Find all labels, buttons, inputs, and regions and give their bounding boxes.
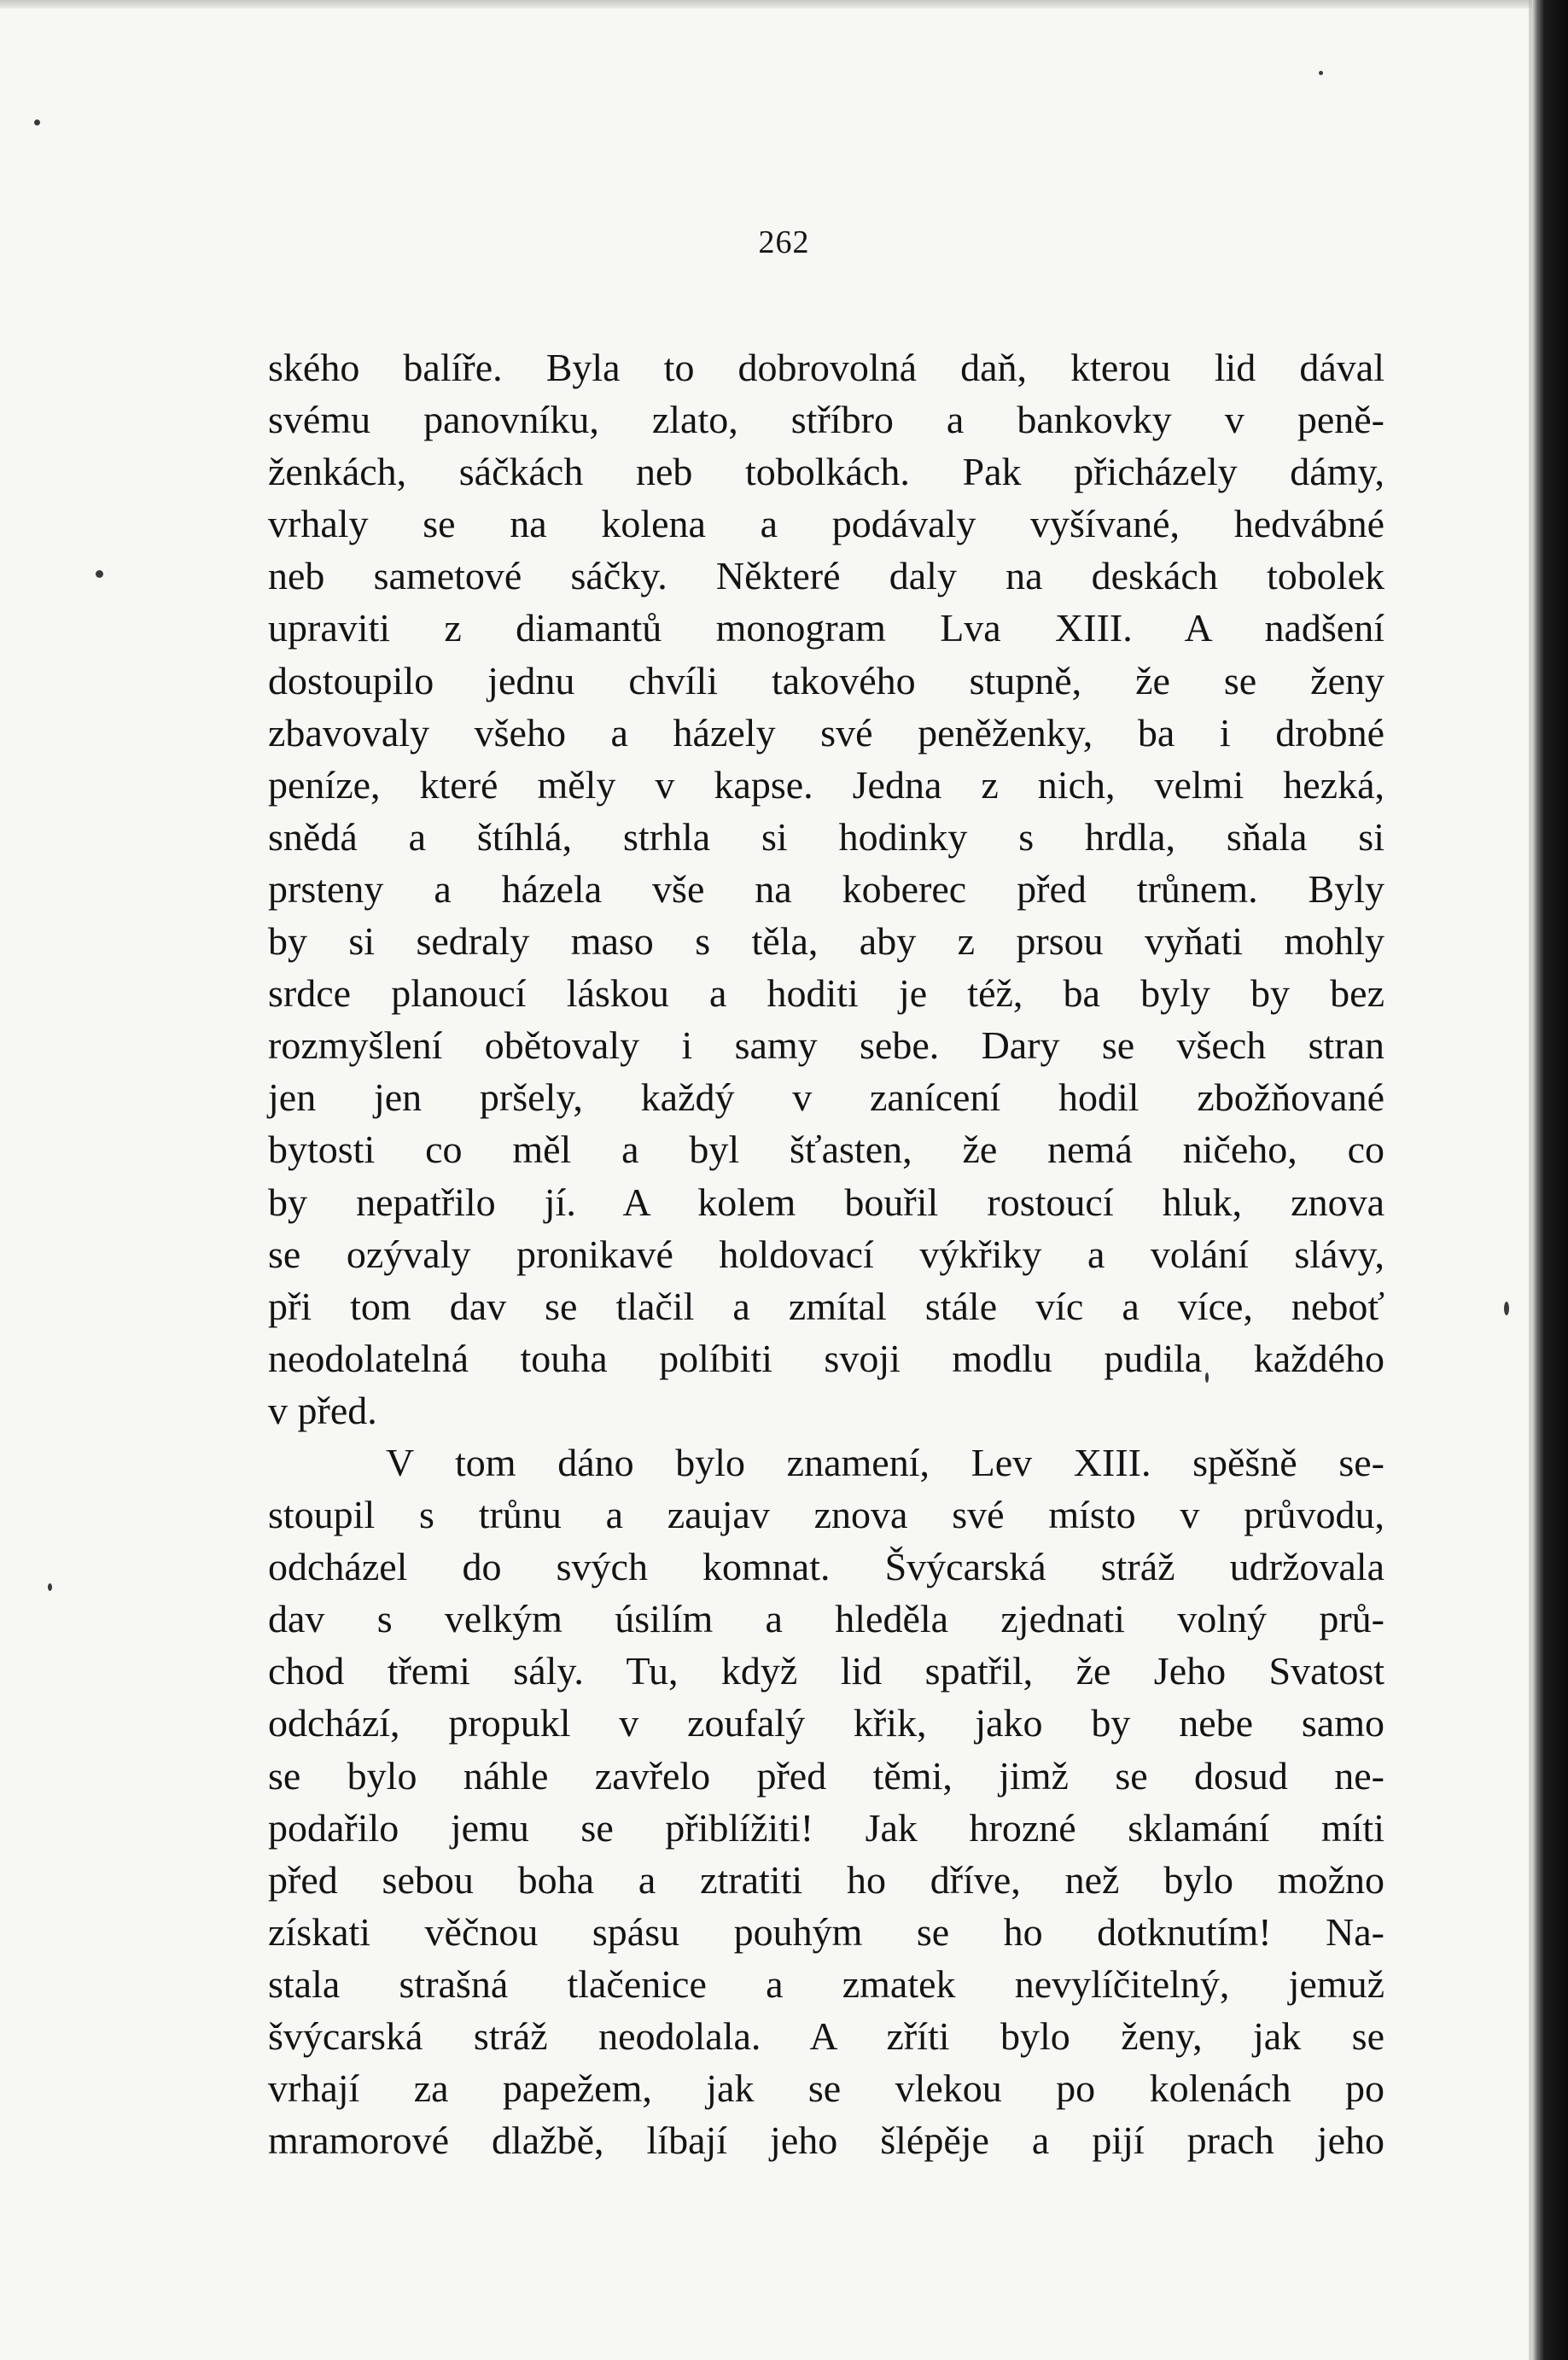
text-line: bytosti co měl a byl šťasten, že nemá ničeho, co xyxy=(268,1128,1384,1172)
scan-right-edge xyxy=(1532,0,1568,2360)
dust-speck xyxy=(1504,1302,1509,1315)
body-text xyxy=(268,341,1384,2166)
text-line: švýcarská stráž neodolala. A zříti bylo ženy, jak se xyxy=(268,2014,1384,2058)
text-line: zbavovaly všeho a házely své peněženky, ba i drobné xyxy=(268,710,1384,755)
dust-speck xyxy=(34,119,40,125)
text-line: neb sametové sáčky. Některé daly na deskách tobolek xyxy=(268,554,1384,598)
text-line: ského balíře. Byla to dobrovolná daň, kterou lid dával xyxy=(268,346,1384,389)
text-line: podařilo jemu se přiblížiti! Jak hrozné sklamání míti xyxy=(268,1805,1384,1850)
text-line: při tom dav se tlačil a zmítal stále víc a více, neboť xyxy=(268,1284,1384,1328)
text-line: stoupil s trůnu a zaujav znova své místo v průvodu, xyxy=(268,1493,1384,1537)
scan-top-edge xyxy=(0,0,1532,9)
text-line: odcházel do svých komnat. Švýcarská stráž udržovala xyxy=(268,1545,1384,1589)
text-line: vrhají za papežem, jak se vlekou po kolenách po xyxy=(268,2066,1384,2111)
text-line: snědá a štíhlá, strhla si hodinky s hrdla, sňala si xyxy=(268,814,1384,859)
dust-speck xyxy=(48,1583,52,1591)
text-line: neodolatelná touha políbiti svoji modlu pudila každého xyxy=(268,1336,1384,1380)
text-line: by nepatřilo jí. A kolem bouřil rostoucí hluk, znova xyxy=(268,1180,1384,1224)
text-line: by si sedraly maso s těla, aby z prsou vyňati mohly xyxy=(268,919,1384,964)
text-line: před sebou boha a ztratiti ho dříve, než bylo možno xyxy=(268,1857,1384,1902)
text-line: získati věčnou spásu pouhým se ho dotknutím! Na- xyxy=(268,1909,1384,1954)
text-line: odchází, propukl v zoufalý křik, jako by nebe samo xyxy=(268,1701,1384,1745)
text-line: stala strašná tlačenice a zmatek nevylíčitelný, jemuž xyxy=(268,1961,1384,2006)
text-line: ženkách, sáčkách neb tobolkách. Pak přicházely dámy, xyxy=(268,450,1384,494)
dust-speck xyxy=(1319,71,1323,75)
text-line: prsteny a házela vše na koberec před trůnem. Byly xyxy=(268,866,1384,911)
paragraph-start-line: V tom dáno bylo znamení, Lev XIII. spěšně se- xyxy=(386,1440,1384,1484)
text-line: vrhaly se na kolena a podávaly vyšívané, hedvábné xyxy=(268,502,1384,546)
text-line: srdce planoucí láskou a hoditi je též, ba byly by bez xyxy=(268,971,1384,1016)
text-line: chod třemi sály. Tu, když lid spatřil, že Jeho Svatost xyxy=(268,1649,1384,1693)
text-line: se ozývaly pronikavé holdovací výkřiky a volání slávy, xyxy=(268,1232,1384,1276)
dust-speck xyxy=(96,570,103,578)
text-line: rozmyšlení obětovaly i samy sebe. Dary se všech stran xyxy=(268,1023,1384,1068)
text-line: jen jen pršely, každý v zanícení hodil zbožňované xyxy=(268,1075,1384,1120)
page-number: 262 xyxy=(758,224,810,260)
text-line: svému panovníku, zlato, stříbro a bankovky v peně- xyxy=(268,398,1384,442)
text-line: upraviti z diamantů monogram Lva XIII. A nadšení xyxy=(268,606,1384,650)
text-line: dostoupilo jednu chvíli takového stupně, že se ženy xyxy=(268,658,1384,702)
text-line: dav s velkým úsilím a hleděla zjednati volný prů- xyxy=(268,1597,1384,1641)
text-line: se bylo náhle zavřelo před těmi, jimž se dosud ne- xyxy=(268,1753,1384,1798)
text-line: peníze, které měly v kapse. Jedna z nich, velmi hezká, xyxy=(268,762,1384,807)
paragraph-end-line: v před. xyxy=(268,1388,377,1432)
text-line: mramorové dlažbě, líbají jeho šlépěje a pijí prach jeho xyxy=(268,2118,1384,2163)
